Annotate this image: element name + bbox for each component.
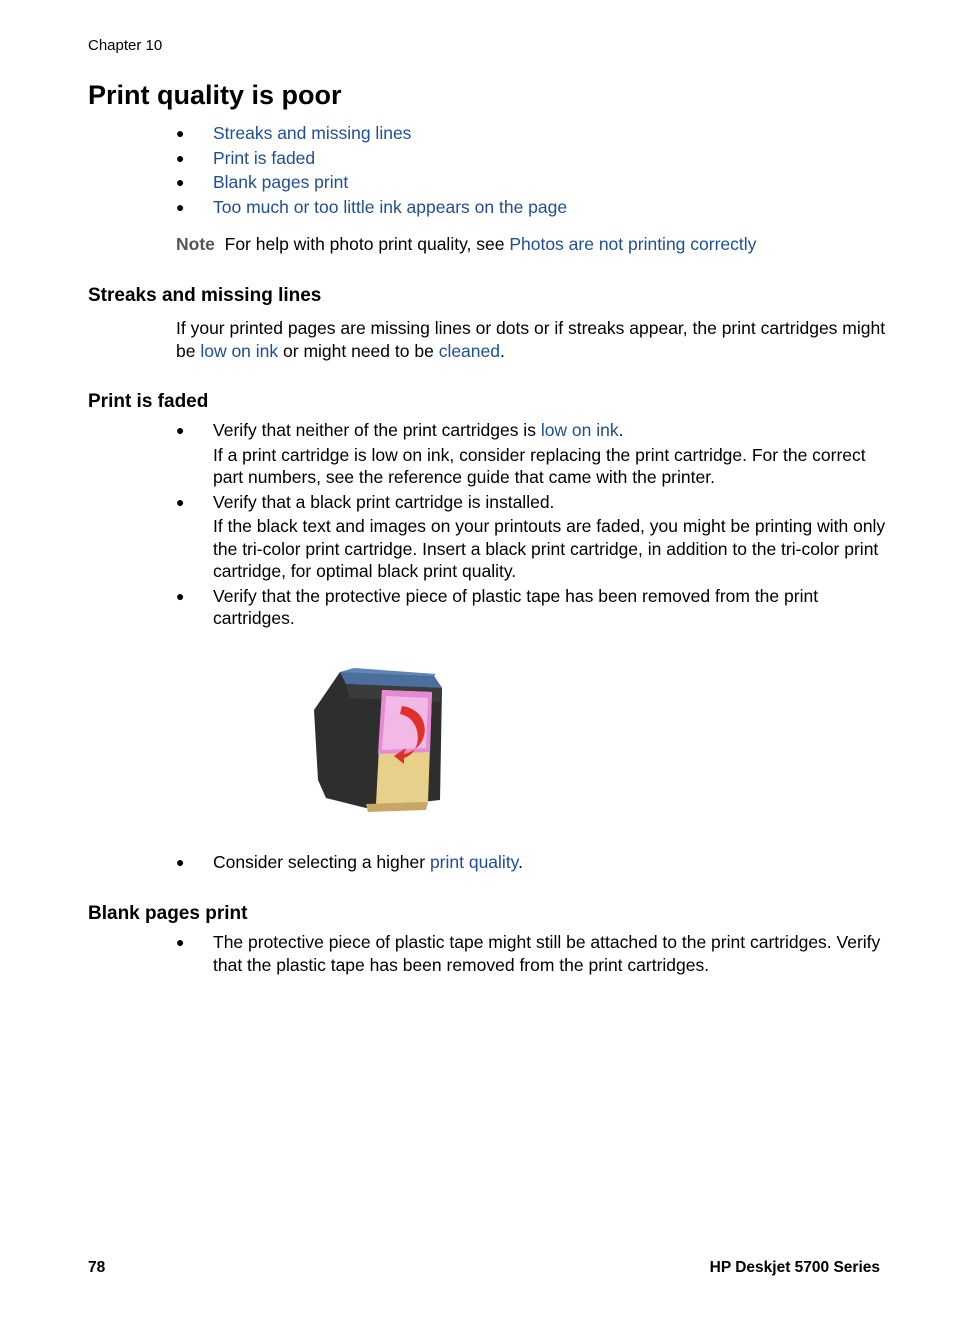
faded-list	[176, 419, 886, 630]
toc-link-ink[interactable]: Too much or too little ink appears on the page	[213, 196, 568, 217]
list-item: ● Streaks and missing lines	[176, 123, 412, 143]
page-number: 78	[88, 1259, 106, 1276]
chapter-label: Chapter 10	[88, 37, 163, 54]
faded-list-continued	[176, 851, 886, 874]
toc-link-blank[interactable]: Blank pages print	[213, 172, 349, 192]
note	[176, 233, 886, 256]
toc-list	[176, 121, 886, 219]
list-item: ● Consider selecting a higher print quality.	[176, 852, 524, 872]
low-on-ink-link[interactable]: low on ink	[540, 420, 619, 440]
list-item: ● Too much or too little ink appears on the page	[176, 196, 568, 217]
faded-b1-detail: If a print cartridge is low on ink, consider replacing the print cartridge. For the correct part numbers, see the reference guide that came with the printer.	[213, 444, 866, 487]
list-item: ● The protective piece of plastic tape might still be attached to the print cartridges. Verify that the plastic tape has been removed from the print cartridges.	[176, 932, 881, 975]
list-item: ● Print is faded	[176, 147, 316, 168]
note-label: Note	[176, 234, 215, 254]
note-link[interactable]: Photos are not printing correctly	[509, 234, 757, 254]
print-quality-link[interactable]: print quality	[429, 852, 519, 872]
list-item: ● Verify that a black print cartridge is installed. If the black text and images on your printouts are faded, you might be printing with only the tri-color print cartridge. Insert a black print cartridge, in addition to the tri-color print cartridge, for optimal black print quality.	[176, 491, 886, 581]
note-text: For help with photo print quality, see	[224, 234, 510, 254]
print-cartridge-icon	[306, 662, 448, 812]
list-item: ● Blank pages print	[176, 172, 349, 192]
low-on-ink-link[interactable]: low on ink	[200, 340, 279, 361]
toc-link-faded[interactable]: Print is faded	[213, 147, 316, 168]
faded-b2-detail: If the black text and images on your printouts are faded, you might be printing with only the tri-color print cartridge. Insert a black print cartridge, in addition to the tri-color print cartridge, for optimal black print quality.	[213, 516, 886, 581]
product-name: HP Deskjet 5700 Series	[709, 1259, 880, 1276]
cleaned-link[interactable]: cleaned	[438, 340, 500, 361]
list-item: ● Verify that neither of the print cartridges is low on ink. If a print cartridge is low on ink, consider replacing the print cartridge. For the correct part numbers, see the reference guide that came with the printer.	[176, 419, 886, 489]
section-heading-faded: Print is faded	[88, 391, 209, 412]
blank-list	[176, 931, 886, 976]
section-heading-streaks: Streaks and missing lines	[88, 285, 322, 306]
section-heading-blank: Blank pages print	[88, 903, 248, 924]
list-item: ● Verify that the protective piece of plastic tape has been removed from the print cartridges.	[176, 585, 819, 628]
page-title: Print quality is poor	[88, 80, 342, 110]
toc-link-streaks[interactable]: Streaks and missing lines	[213, 123, 412, 143]
streaks-paragraph: If your printed pages are missing lines or dots or if streaks appear, the print cartridges might be low on ink or might need to be cleaned.	[176, 318, 886, 361]
